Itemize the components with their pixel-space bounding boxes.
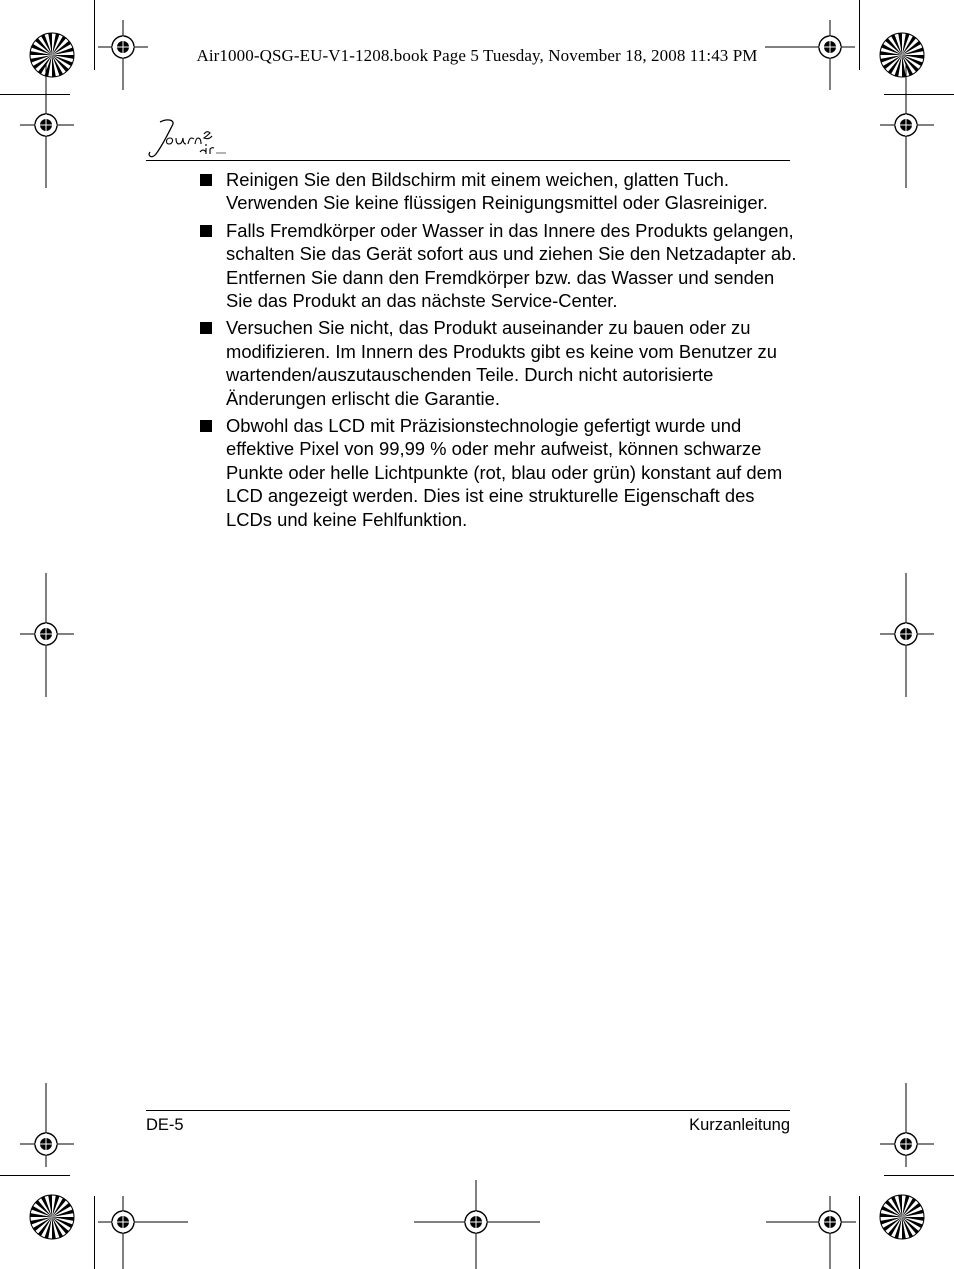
- print-slug: Air1000-QSG-EU-V1-1208.book Page 5 Tuesday, November 18, 2008 11:43 PM: [196, 46, 758, 65]
- registration-target-icon: [20, 573, 74, 697]
- registration-target-icon: [805, 20, 855, 90]
- footer-rule: [146, 1110, 790, 1111]
- registration-target-icon: [414, 1180, 540, 1269]
- registration-target-icon: [766, 1196, 856, 1269]
- list-item-text: Obwohl das LCD mit Präzisionstechnologie gefertigt wurde und effektive Pixel von 99,99 % oder mehr aufweist, können schwarze Punkte oder helle Lichtpunkte (rot, blau oder grün) konstant auf dem LCD angezeigt werden. Dies ist eine strukturelle Eigenschaft des LCDs und keine Fehlfunktion.: [226, 415, 783, 530]
- starburst-target-icon: [879, 32, 925, 78]
- starburst-target-icon: [879, 1194, 925, 1240]
- registration-target-icon: [880, 1083, 934, 1207]
- registration-target-icon: [880, 573, 934, 697]
- header-rule: [146, 160, 790, 161]
- square-bullet-icon: [200, 322, 212, 334]
- list-item-text: Versuchen Sie nicht, das Produkt auseinander zu bauen oder zu modifizieren. Im Innern des Produkts gibt es keine vom Benutzer zu wartenden/auszutauschenden Teile. Durch nicht autorisierte Änderungen erlischt die Garantie.: [226, 317, 777, 409]
- bullet-list: [198, 168, 798, 535]
- starburst-target-icon: [29, 1194, 75, 1240]
- square-bullet-icon: [200, 174, 212, 186]
- registration-target-icon: [98, 20, 148, 90]
- registration-target-icon: [880, 64, 934, 188]
- list-item-text: Reinigen Sie den Bildschirm mit einem weichen, glatten Tuch. Verwenden Sie keine flüssigen Reinigungsmittel oder Glasreiniger.: [226, 169, 768, 214]
- list-item: [198, 168, 798, 215]
- page-number: DE-5: [146, 1116, 184, 1134]
- registration-target-icon: [20, 64, 74, 188]
- journey-air-logo: [146, 112, 236, 162]
- square-bullet-icon: [200, 420, 212, 432]
- list-item-text: Falls Fremdkörper oder Wasser in das Innere des Produkts gelangen, schalten Sie das Gerät sofort aus und ziehen Sie den Netzadapter ab. Entfernen Sie dann den Fremdkörper bzw. das Wasser und senden Sie das Produkt an das nächste Service-Center.: [226, 219, 797, 312]
- square-bullet-icon: [200, 225, 212, 237]
- registration-target-icon: [20, 1083, 74, 1207]
- section-title: Kurzanleitung: [689, 1116, 790, 1134]
- list-item: [198, 414, 798, 531]
- registration-target-icon: [98, 1196, 188, 1269]
- list-item: [198, 219, 798, 313]
- starburst-target-icon: [29, 32, 75, 78]
- list-item: [198, 316, 798, 410]
